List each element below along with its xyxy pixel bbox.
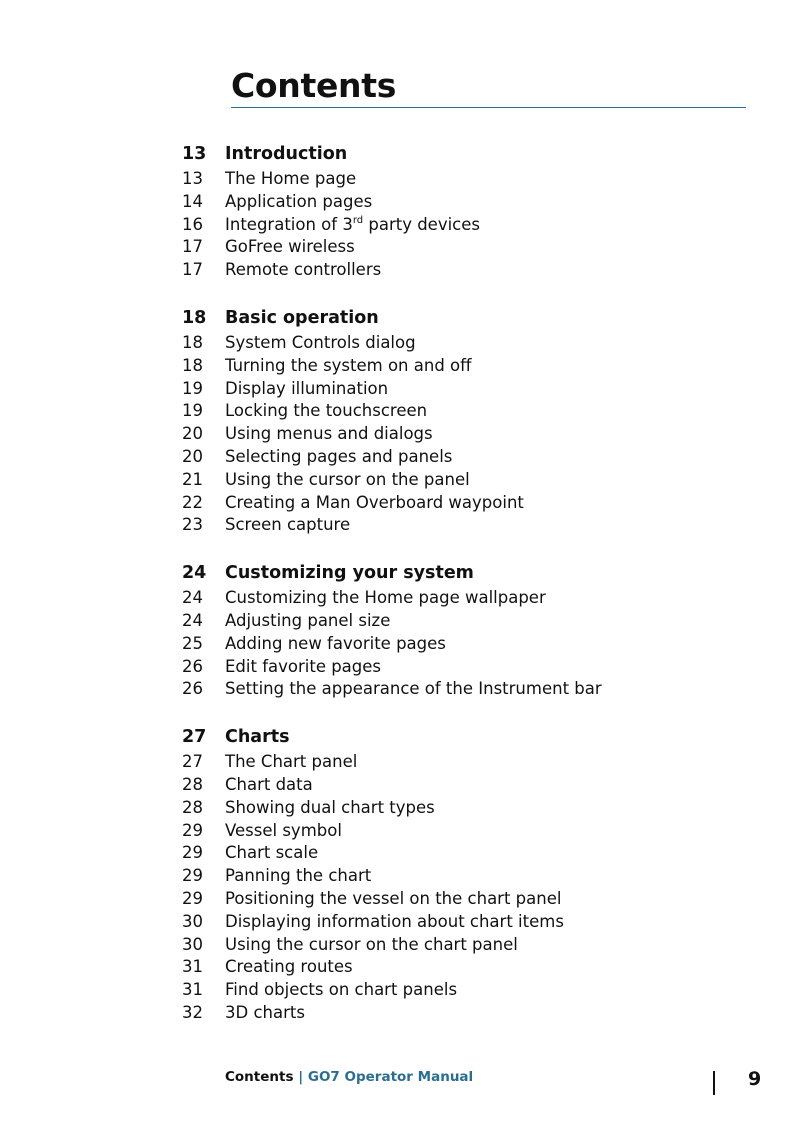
toc-entry-page-number: 17 bbox=[182, 237, 203, 257]
toc-entry-page-number: 26 bbox=[182, 656, 203, 676]
toc-entry-page-number: 17 bbox=[182, 260, 203, 280]
toc-entry-page-number: 30 bbox=[182, 911, 203, 931]
toc-entry-title: Locking the touchscreen bbox=[225, 401, 428, 421]
toc-entry-title: The Home page bbox=[225, 169, 357, 188]
toc-entry-page-number: 20 bbox=[182, 424, 203, 444]
toc-entry-page-number: 24 bbox=[182, 588, 203, 608]
toc-entry[interactable] bbox=[182, 214, 742, 237]
toc-entry-title: Using the cursor on the panel bbox=[225, 469, 470, 489]
toc-entry-page-number: 31 bbox=[182, 957, 203, 977]
toc-entry-title: GoFree wireless bbox=[225, 237, 355, 257]
toc-entry[interactable] bbox=[182, 514, 742, 537]
toc-entry-page-number: 18 bbox=[182, 332, 203, 352]
table-of-contents bbox=[182, 142, 742, 1049]
toc-section-page-number: 18 bbox=[182, 307, 207, 328]
toc-entry[interactable] bbox=[182, 633, 742, 656]
toc-entry-title: Creating routes bbox=[225, 957, 353, 977]
toc-entry[interactable] bbox=[182, 774, 742, 797]
toc-entry-title: Screen capture bbox=[225, 515, 351, 535]
toc-entry[interactable] bbox=[182, 236, 742, 259]
toc-entry[interactable] bbox=[182, 1002, 742, 1025]
toc-section-page-number: 27 bbox=[182, 727, 207, 748]
toc-section-title: Introduction bbox=[225, 144, 348, 164]
toc-entry[interactable] bbox=[182, 191, 742, 214]
page-number-divider bbox=[713, 1071, 715, 1095]
toc-section bbox=[182, 306, 742, 537]
toc-entry[interactable] bbox=[182, 446, 742, 469]
toc-entry[interactable] bbox=[182, 656, 742, 679]
toc-entry[interactable] bbox=[182, 797, 742, 820]
footer-section-label: Contents bbox=[225, 1069, 294, 1085]
toc-entry-title bbox=[225, 214, 480, 237]
toc-entry-title: Adjusting panel size bbox=[225, 610, 391, 630]
toc-entry[interactable] bbox=[182, 888, 742, 911]
toc-entry[interactable] bbox=[182, 934, 742, 957]
toc-section-heading[interactable] bbox=[182, 561, 742, 586]
toc-entry[interactable] bbox=[182, 610, 742, 633]
page-number: 9 bbox=[748, 1068, 762, 1090]
toc-entry-page-number: 14 bbox=[182, 191, 203, 211]
toc-entry[interactable] bbox=[182, 423, 742, 446]
toc-entry-title: The Chart panel bbox=[225, 752, 358, 772]
toc-entry[interactable] bbox=[182, 820, 742, 843]
footer-separator: | bbox=[298, 1069, 304, 1085]
toc-entry-page-number: 29 bbox=[182, 888, 203, 908]
toc-entry[interactable] bbox=[182, 979, 742, 1002]
footer-manual-title: GO7 Operator Manual bbox=[307, 1069, 474, 1085]
toc-entry-page-number: 18 bbox=[182, 355, 203, 375]
toc-entry[interactable] bbox=[182, 865, 742, 888]
toc-entry-title: Creating a Man Overboard waypoint bbox=[225, 492, 524, 512]
toc-section-page-number: 13 bbox=[182, 144, 207, 164]
toc-entry-page-number: 26 bbox=[182, 679, 203, 699]
toc-entry-title: Chart scale bbox=[225, 843, 319, 863]
toc-entry[interactable] bbox=[182, 751, 742, 774]
toc-entry-page-number: 31 bbox=[182, 980, 203, 1000]
toc-section bbox=[182, 142, 742, 282]
toc-section bbox=[182, 725, 742, 1025]
toc-entry[interactable] bbox=[182, 378, 742, 401]
toc-entry-title-superscript: rd bbox=[352, 214, 364, 226]
toc-section-heading[interactable] bbox=[182, 306, 742, 331]
toc-section-title: Charts bbox=[225, 727, 290, 748]
toc-entry[interactable] bbox=[182, 355, 742, 378]
toc-entry-page-number: 27 bbox=[182, 752, 203, 772]
toc-entry-title: Find objects on chart panels bbox=[225, 980, 458, 1000]
toc-section-title: Customizing your system bbox=[225, 563, 474, 584]
toc-entry-page-number: 24 bbox=[182, 610, 203, 630]
toc-entry[interactable] bbox=[182, 400, 742, 423]
toc-entry-page-number: 19 bbox=[182, 378, 203, 398]
toc-entry[interactable] bbox=[182, 842, 742, 865]
toc-entry-title: Chart data bbox=[225, 774, 313, 794]
page-footer bbox=[225, 1069, 473, 1085]
toc-entry-title: Edit favorite pages bbox=[225, 656, 382, 676]
toc-entry-title: Showing dual chart types bbox=[225, 797, 435, 817]
toc-entry-page-number: 22 bbox=[182, 492, 203, 512]
toc-entry-title: Remote controllers bbox=[225, 260, 382, 280]
toc-entry[interactable] bbox=[182, 911, 742, 934]
toc-entry-title: Using menus and dialogs bbox=[225, 424, 433, 444]
toc-entry[interactable] bbox=[182, 678, 742, 701]
toc-entry[interactable] bbox=[182, 956, 742, 979]
toc-entry-page-number: 32 bbox=[182, 1002, 203, 1022]
toc-entry-title: Using the cursor on the chart panel bbox=[225, 934, 518, 954]
toc-section-heading[interactable] bbox=[182, 725, 742, 750]
toc-entry-title: Positioning the vessel on the chart panel bbox=[225, 888, 562, 908]
toc-entry-page-number: 13 bbox=[182, 169, 203, 188]
toc-entry-page-number: 29 bbox=[182, 843, 203, 863]
toc-section-heading[interactable] bbox=[182, 142, 742, 167]
toc-entry[interactable] bbox=[182, 469, 742, 492]
title-divider bbox=[231, 107, 746, 108]
toc-entry-title: Adding new favorite pages bbox=[225, 633, 446, 653]
toc-entry-page-number: 30 bbox=[182, 934, 203, 954]
toc-entry-title: Panning the chart bbox=[225, 866, 372, 886]
toc-section-page-number: 24 bbox=[182, 563, 207, 584]
toc-entry[interactable] bbox=[182, 332, 742, 355]
toc-entry-title: System Controls dialog bbox=[225, 332, 416, 352]
toc-entry-title: Displaying information about chart items bbox=[225, 911, 564, 931]
toc-entry-title-part: Integration of 3 bbox=[225, 214, 353, 234]
toc-entry[interactable] bbox=[182, 587, 742, 610]
toc-entry-page-number: 25 bbox=[182, 633, 203, 653]
toc-section bbox=[182, 561, 742, 701]
toc-entry[interactable] bbox=[182, 259, 742, 282]
toc-entry-page-number: 21 bbox=[182, 469, 203, 489]
toc-entry-title: Setting the appearance of the Instrument bar bbox=[225, 679, 602, 699]
toc-entry-title: Customizing the Home page wallpaper bbox=[225, 588, 546, 608]
toc-entry-page-number: 19 bbox=[182, 401, 203, 421]
toc-entry-title: 3D charts bbox=[225, 1002, 305, 1022]
toc-entry-title: Selecting pages and panels bbox=[225, 446, 453, 466]
toc-entry-page-number: 20 bbox=[182, 446, 203, 466]
toc-entry-title: Turning the system on and off bbox=[225, 355, 472, 375]
toc-section-title: Basic operation bbox=[225, 307, 379, 328]
toc-entry[interactable] bbox=[182, 492, 742, 515]
toc-entry-page-number: 28 bbox=[182, 774, 203, 794]
toc-entry-title: Vessel symbol bbox=[225, 820, 342, 840]
toc-entry-page-number: 29 bbox=[182, 820, 203, 840]
toc-entry-page-number: 28 bbox=[182, 797, 203, 817]
page-title: Contents bbox=[231, 66, 397, 105]
toc-entry-title: Application pages bbox=[225, 191, 373, 211]
toc-entry-page-number: 16 bbox=[182, 214, 203, 234]
toc-entry-page-number: 23 bbox=[182, 515, 203, 535]
toc-entry-title: Display illumination bbox=[225, 378, 389, 398]
toc-entry-title-part: party devices bbox=[363, 214, 480, 234]
toc-entry-page-number: 29 bbox=[182, 866, 203, 886]
toc-entry[interactable] bbox=[182, 168, 742, 191]
